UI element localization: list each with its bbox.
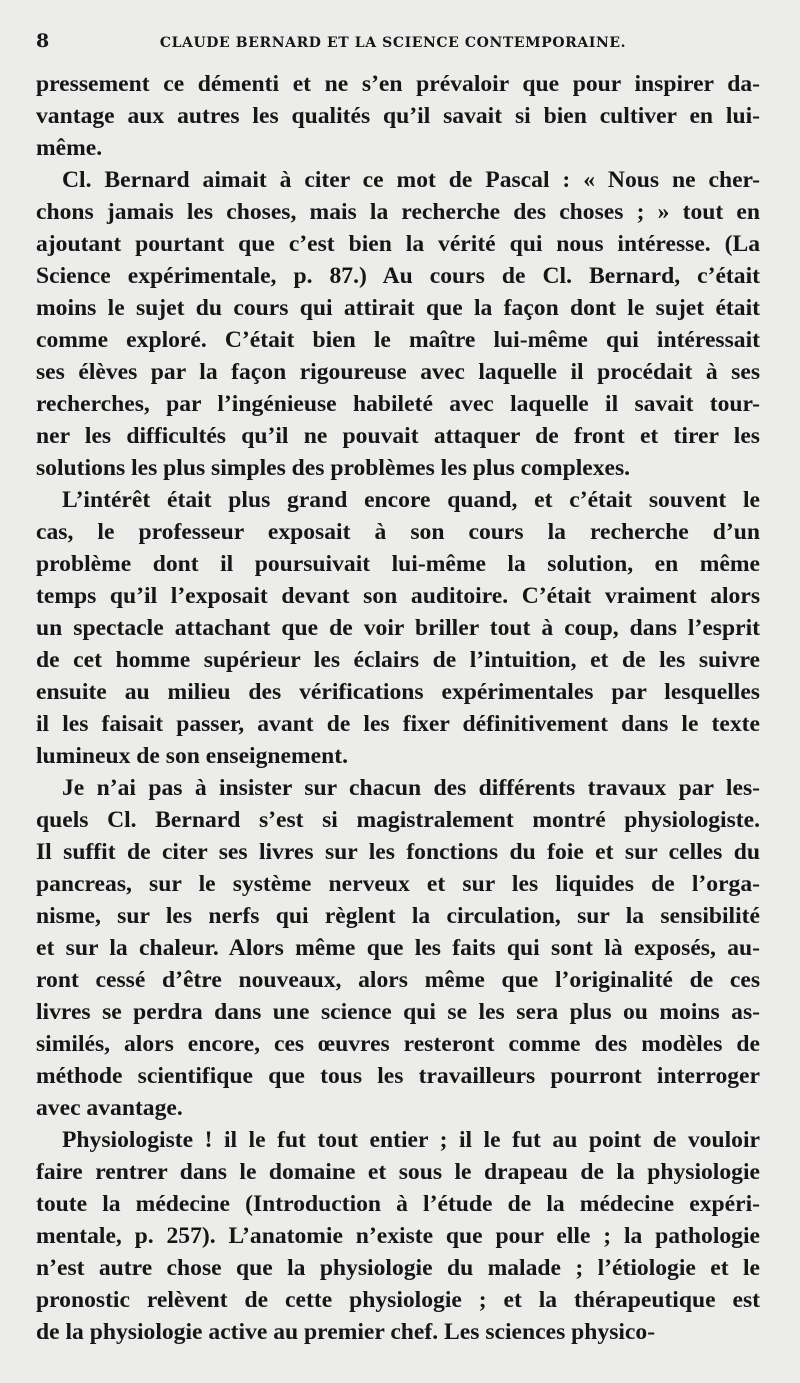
- text-line: Physiologiste ! il le fut tout entier ; il le fut au point de vouloir: [62, 1127, 760, 1153]
- running-title: CLAUDE BERNARD ET LA SCIENCE CONTEMPORAINE.: [159, 35, 627, 51]
- text-line: et sur la chaleur. Alors même que les faits qui sont là exposés, au-: [36, 935, 760, 961]
- text-line: ses élèves par la façon rigoureuse avec laquelle il procédait à ses: [36, 359, 760, 385]
- text-line: temps qu’il l’exposait devant son auditoire. C’était vraiment alors: [36, 583, 760, 609]
- text-line: similés, alors encore, ces œuvres resteront comme des modèles de: [36, 1031, 760, 1057]
- text-line: un spectacle attachant que de voir briller tout à coup, dans l’esprit: [36, 615, 760, 641]
- text-line: n’est autre chose que la physiologie du malade ; l’étiologie et le: [36, 1255, 760, 1281]
- page-header: [36, 30, 760, 64]
- text-line: pressement ce démenti et ne s’en prévaloir que pour inspirer da-: [36, 71, 760, 97]
- text-line: de cet homme supérieur les éclairs de l’intuition, et de les suivre: [36, 647, 760, 673]
- text-line: Cl. Bernard aimait à citer ce mot de Pascal : « Nous ne cher-: [62, 167, 760, 193]
- text-line: lumineux de son enseignement.: [36, 743, 348, 769]
- text-line: cas, le professeur exposait à son cours la recherche d’un: [36, 519, 760, 545]
- text-line: pancreas, sur le système nerveux et sur les liquides de l’orga-: [36, 871, 760, 897]
- text-line: ront cessé d’être nouveaux, alors même que l’originalité de ces: [36, 967, 760, 993]
- paragraph: [36, 484, 760, 772]
- text-line: problème dont il poursuivait lui-même la solution, en même: [36, 551, 760, 577]
- text-line: L’intérêt était plus grand encore quand, et c’était souvent le: [62, 487, 760, 513]
- text-line: solutions les plus simples des problèmes les plus complexes.: [36, 455, 631, 481]
- text-line: mentale, p. 257). L’anatomie n’existe que pour elle ; la pathologie: [36, 1223, 760, 1249]
- paragraph: [36, 772, 760, 1124]
- text-line: ner les difficultés qu’il ne pouvait attaquer de front et tirer les: [36, 423, 760, 449]
- text-line: livres se perdra dans une science qui se les sera plus ou moins as-: [36, 999, 760, 1025]
- text-line: toute la médecine (Introduction à l’étude de la médecine expéri-: [36, 1191, 760, 1217]
- paragraph: [36, 1124, 760, 1348]
- paragraph: [36, 164, 760, 484]
- body-text: [36, 68, 760, 1348]
- text-line: faire rentrer dans le domaine et sous le drapeau de la physiologie: [36, 1159, 760, 1185]
- text-line: ensuite au milieu des vérifications expérimentales par lesquelles: [36, 679, 760, 705]
- text-line: quels Cl. Bernard s’est si magistralement montré physiologiste.: [36, 807, 760, 833]
- text-line: pronostic relèvent de cette physiologie ; et la thérapeutique est: [36, 1287, 760, 1313]
- page-number: 8: [36, 30, 50, 52]
- text-line: comme exploré. C’était bien le maître lui-même qui intéressait: [36, 327, 760, 353]
- text-line: avec avantage.: [36, 1095, 183, 1121]
- text-line: Il suffit de citer ses livres sur les fonctions du foie et sur celles du: [36, 839, 760, 865]
- text-line: recherches, par l’ingénieuse habileté avec laquelle il savait tour-: [36, 391, 760, 417]
- text-line: moins le sujet du cours qui attirait que la façon dont le sujet était: [36, 295, 760, 321]
- text-line: méthode scientifique que tous les travailleurs pourront interroger: [36, 1063, 760, 1089]
- text-line: même.: [36, 135, 103, 161]
- text-line: vantage aux autres les qualités qu’il savait si bien cultiver en lui-: [36, 103, 760, 129]
- text-line: Science expérimentale, p. 87.) Au cours de Cl. Bernard, c’était: [36, 263, 760, 289]
- text-line: Je n’ai pas à insister sur chacun des différents travaux par les-: [62, 775, 760, 801]
- text-line: il les faisait passer, avant de les fixer définitivement dans le texte: [36, 711, 760, 737]
- text-line: de la physiologie active au premier chef. Les sciences physico-: [36, 1319, 656, 1345]
- text-line: chons jamais les choses, mais la recherche des choses ; » tout en: [36, 199, 760, 225]
- text-line: ajoutant pourtant que c’est bien la vérité qui nous intéresse. (La: [36, 231, 760, 257]
- text-line: nisme, sur les nerfs qui règlent la circulation, sur la sensibilité: [36, 903, 760, 929]
- paragraph: [36, 68, 760, 164]
